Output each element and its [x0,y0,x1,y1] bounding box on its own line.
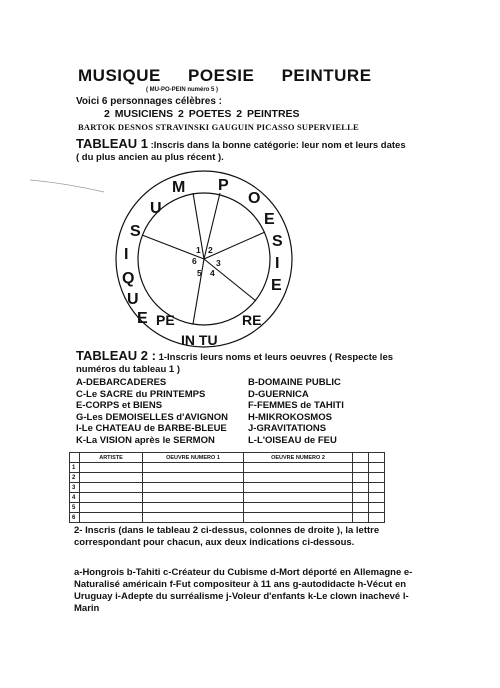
grid-row [70,493,385,503]
work-left: I-Le CHATEAU de BARBE-BLEUE [76,423,227,435]
grid-cell[interactable] [143,463,244,473]
tableau2-heading [76,350,396,376]
grid-letter-col [353,453,369,463]
grid-header-row [70,453,385,463]
grid-row-number: 6 [70,513,80,523]
grid-cell[interactable] [143,473,244,483]
tableau1-instruction: :Inscris dans la bonne catégorie: leur nom et leurs dates ( du plus ancien au plus récent ). [76,140,406,163]
ring-letter: M [172,179,186,196]
grid-corner-cell [70,453,80,463]
grid-cell[interactable] [244,483,353,493]
grid-cell[interactable] [369,513,385,523]
grid-cell[interactable] [80,473,143,483]
grid-cell[interactable] [80,463,143,473]
grid-cell[interactable] [143,493,244,503]
grid-cell[interactable] [244,503,353,513]
grid-cell[interactable] [353,463,369,473]
musique-letters [122,179,185,327]
grid-cell[interactable] [143,483,244,493]
work-left: K-La VISION après le SERMON [76,434,215,446]
sector-number: 3 [216,258,221,268]
grid-cell[interactable] [353,483,369,493]
tableau1-label: TABLEAU 1 [76,136,148,151]
intro-text: Voici 6 personnages célèbres : [76,96,222,107]
grid-cell[interactable] [369,483,385,493]
ring-letter: S [272,233,283,250]
grid-row [70,473,385,483]
grid-cell[interactable] [143,513,244,523]
tableau2-label: TABLEAU 2 : [76,348,156,363]
grid-cell[interactable] [353,473,369,483]
ring-letter: IN TU [181,332,218,348]
ring-letter: U [150,200,162,217]
grid-cell[interactable] [369,503,385,513]
work-right: D-GUERNICA [248,388,309,400]
works-row [76,435,406,447]
ring-letter: O [248,190,261,207]
grid-cell[interactable] [143,503,244,513]
ring-letter: PE [156,312,175,328]
works-row [76,423,406,435]
work-right: B-DOMAINE PUBLIC [248,377,341,388]
category-counts: 2 MUSICIENS 2 POETES 2 PEINTRES [104,108,300,120]
grid-row-number: 1 [70,463,80,473]
work-right: J-GRAVITATIONS [248,423,327,435]
grid-cell[interactable] [244,513,353,523]
sector-number: 2 [208,245,213,255]
grid-row [70,463,385,473]
grid-row-number: 2 [70,473,80,483]
work-right: F-FEMMES de TAHITI [248,400,344,412]
works-row [76,389,406,401]
sector-number: 6 [192,256,197,266]
grid-header-artiste: ARTISTE [80,453,143,463]
grid-row-number: 3 [70,483,80,493]
grid-cell[interactable] [244,493,353,503]
people-names: BARTOK DESNOS STRAVINSKI GAUGUIN PICASSO SUPERVIELLE [78,122,359,132]
works-row [76,400,406,412]
grid-cell[interactable] [369,463,385,473]
grid-cell[interactable] [80,513,143,523]
question-2: 2- Inscris (dans le tableau 2 ci-dessus, colonnes de droite ), la lettre correspondant pour chacun, aux deux indications ci-dessous. [74,525,380,548]
poesie-letters [218,177,283,294]
grid-cell[interactable] [244,473,353,483]
ring-letter: I [124,246,129,263]
ring-letter: S [130,223,141,240]
work-left: E-CORPS et BIENS [76,400,163,412]
grid-cell[interactable] [353,503,369,513]
work-left: C-Le SACRE du PRINTEMPS [76,388,206,400]
ring-letter: E [271,277,282,294]
grid-cell[interactable] [80,503,143,513]
stray-pen-mark [28,176,108,196]
works-list [76,377,406,447]
sector-line [204,232,265,259]
sector-line [204,259,256,301]
grid-cell[interactable] [80,483,143,493]
grid-row [70,503,385,513]
clues-list: a-Hongrois b-Tahiti c-Créateur du Cubisme d-Mort déporté en Allemagne e-Naturalisé américain f-Fut compositeur à 11 ans g-autodidacte h-Vécut en Uruguay i-Adepte du surréalisme j-Voleur d'enfants k-Le clown inachevé l-Marin [74,567,413,614]
peinture-letters [156,312,261,348]
work-left: G-Les DEMOISELLES d'AVIGNON [76,411,228,423]
ring-letter: E [137,310,148,327]
sector-number: 4 [210,268,215,278]
ring-letter: U [127,291,139,308]
ring-letter: RE [242,312,262,328]
ring-letter: P [218,177,229,194]
grid-row [70,513,385,523]
ring-letter: Q [122,270,135,287]
works-row [76,377,406,389]
works-row [76,412,406,424]
answer-grid [69,452,385,523]
grid-row-number: 4 [70,493,80,503]
grid-cell[interactable] [369,493,385,503]
grid-cell[interactable] [80,493,143,503]
page-subtitle: ( MU-PO-PEIN numéro 5 ) [146,87,219,93]
grid-cell[interactable] [353,513,369,523]
grid-cell[interactable] [369,473,385,483]
grid-header-oeuvre2: OEUVRE NUMERO 2 [244,453,353,463]
ring-letter: I [275,255,280,272]
sector-number: 1 [196,245,201,255]
category-wheel [100,170,360,350]
grid-cell[interactable] [353,493,369,503]
work-left: A-DEBARCADERES [76,377,167,388]
tableau1-heading [76,138,406,164]
sector-number: 5 [197,268,202,278]
work-right: L-L'OISEAU de FEU [248,434,337,446]
grid-cell[interactable] [244,463,353,473]
ring-letter: E [264,211,275,228]
tableau2-instruction: 1-Inscris leurs noms et leurs oeuvres ( Respecte les numéros du tableau 1 ) [76,352,394,375]
grid-row [70,483,385,493]
grid-header-oeuvre1: OEUVRE NUMERO 1 [143,453,244,463]
page-title: MUSIQUE POESIE PEINTURE [78,66,372,85]
grid-row-number: 5 [70,503,80,513]
work-right: H-MIKROKOSMOS [248,411,332,423]
grid-letter-col [369,453,385,463]
